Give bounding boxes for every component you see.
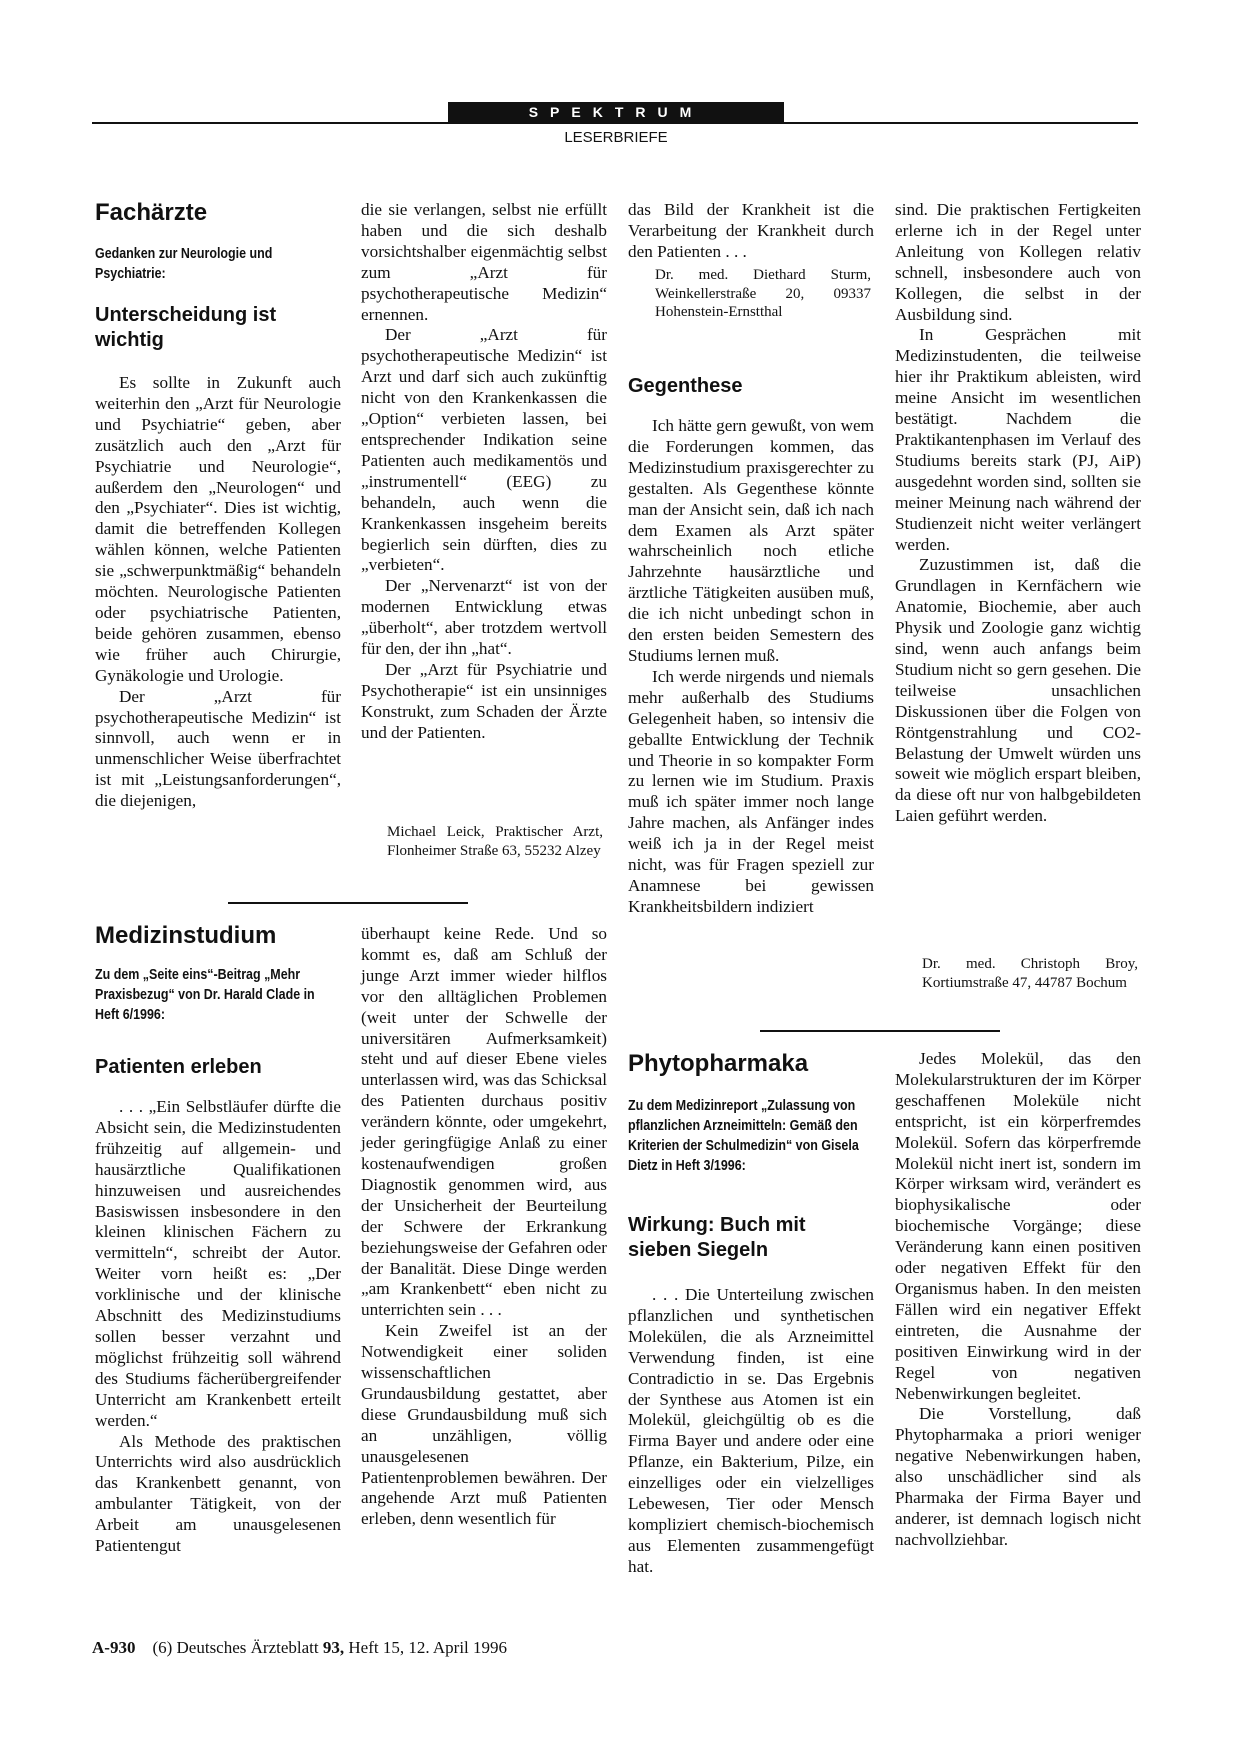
paragraph: Ich hätte gern gewußt, von wem die Forderungen kommen, das Medizinstudium praxisgerechter zu gestalten. Als Gegenthese könnte man der Ansicht sein, daß ich nach dem Examen als Arzt später wahrscheinlich noch etliche Jahrzehnte hausärztliche und ärztliche Tätigkeiten ausüben muß, die ich nicht unbedingt schon in den ersten beiden Semestern des Studiums lernen muß. [628,416,874,665]
column-4-top [895,200,1141,827]
issue-date: Heft 15, 12. April 1996 [348,1638,508,1657]
paragraph: Die Vorstellung, daß Phytopharmaka a priori weniger negative Nebenwirkungen haben, also unschädlicher sind als Pharmaka der Firma Bayer und anderer, ist demnach logisch nicht nachvollziehbar. [895,1404,1141,1549]
paragraph: In Gesprächen mit Medizinstudenten, die teilweise hier ihr Praktikum ableisten, wird meine Ansicht im wesentlichen bestätigt. Nachdem die Praktikantenphasen im Verlauf des Studiums bereits stark (PJ, AiP) ausgedehnt worden sind, sollten sie meiner Meinung nach während der Studienzeit nicht weiter verlängert werden. [895,325,1141,554]
article-title-fachaerzte: Fachärzte [95,199,208,226]
article-intro-phytopharmaka: Zu dem Medizinreport „Zulassung von pflanzlichen Arzneimitteln: Gemäß den Kriterien der Schulmedizin“ von Gisela Dietz in Heft 3/1996: [628,1098,859,1174]
journal-name: (6) Deutsches Ärzteblatt [152,1638,319,1657]
paragraph: . . . Die Unterteilung zwischen pflanzlichen und synthetischen Molekülen, die als Arzneimittel Verwendung finden, ist eine Contradictio in se. Das Ergebnis der Synthese aus Atomen ist ein Molekül, gleichgültig ob es die Firma Bayer und andere oder eine Pflanze, ein Bakterium, Pilze, ein einzelliges oder ein vielzelliges Lebewesen, Tier oder Mensch kompliziert chemisch-biochemisch aus Elementen zusammengefügt hat. [628,1285,874,1576]
paragraph: die sie verlangen, selbst nie erfüllt haben und die sich deshalb vorsichtshalber eigenmächtig selbst zum „Arzt für psychotherapeutische Medizin“ ernennen. [361,200,607,324]
article-subtitle-phytopharmaka: Wirkung: Buch mit sieben Siegeln [628,1214,806,1261]
subsection-label: LESERBRIEFE [564,129,668,146]
paragraph: Kein Zweifel ist an der Notwendigkeit einer soliden wissenschaftlichen Grundausbildung gestattet, aber diese Grundausbildung muß sich an unzähligen, völlig unausgelesenen Patientenproblemen bewähren. Der angehende Arzt muß Patienten erleben, denn wesentlich für [361,1321,607,1529]
signature-broy: Dr. med. Christoph Broy, Kortiumstraße 47, 44787 Bochum [922,956,1138,991]
page-number: A-930 [92,1638,136,1657]
header-rule [92,122,1138,124]
paragraph: das Bild der Krankheit ist die Verarbeitung der Krankheit durch den Patienten . . . [628,200,874,261]
signature-sturm: Dr. med. Diethard Sturm, Weinkellerstraße 20, 09337 Hohenstein-Ernstthal [655,267,871,320]
page-footer [92,1638,507,1658]
column-2-bottom [361,924,607,1530]
journal-volume: 93, [322,1638,345,1657]
column-1-bottom [95,1097,341,1557]
article-separator [228,902,468,904]
paragraph: überhaupt keine Rede. Und so kommt es, daß am Schluß der junge Arzt immer wieder hilflos vor den alltäglichen Problemen (weit unter der Schwelle der universitären Aufmerksamkeit) steht und auf dieser Ebene vieles unterlassen wird, was das Schicksal des Patienten durchaus positiv verändern könnte, oder umgekehrt, jeder geringfügige Anlaß zu einer kostenaufwendigen großen Diagnostik genommen wird, aus der Unsicherheit der Beurteilung der Schwere der Erkrankung beziehungsweise der Gefahren oder der Banalität. Diese Dinge werden „am Krankenbett“ eben nicht zu unterrichten sein . . . [361,924,607,1320]
article-subtitle-fachaerzte: Unterscheidung ist wichtig [95,304,277,351]
paragraph: Der „Nervenarzt“ ist von der modernen Entwicklung etwas „überholt“, aber trotzdem wertvoll für den, der ihn „hat“. [361,576,607,659]
paragraph: Zuzustimmen ist, daß die Grundlagen in Kernfächern wie Anatomie, Biochemie, aber auch Physik und Zoologie ganz wichtig sind, wenn auch anfangs beim Studium nicht so gern gesehen. Die teilweise unsachlichen Diskussionen über die Folgen von Röntgenstrahlung und CO2-Belastung der Umwelt würden uns soweit wie möglich erspart bleiben, da diese oft nur von halbgebildeten Laien geführt werden. [895,555,1141,826]
column-2-top [361,200,607,744]
article-subtitle-gegenthese: Gegenthese [628,375,743,397]
article-separator [760,1030,1000,1032]
paragraph: Als Methode des praktischen Unterrichts wird also ausdrücklich das Krankenbett genannt, von ambulanter Tätigkeit, von der Arbeit am unausgelesenen Patientengut [95,1431,341,1556]
column-1-top [95,373,341,812]
article-intro-medizinstudium: Zu dem „Seite eins“-Beitrag „Mehr Praxisbezug“ von Dr. Harald Clade in Heft 6/1996: [95,967,315,1023]
paragraph: sind. Die praktischen Fertigkeiten erlerne ich in der Regel unter Anleitung von Kollegen relativ schnell, insbesondere auch von Kollegen, die selbst in der Ausbildung sind. [895,200,1141,324]
paragraph: Der „Arzt für Psychiatrie und Psychotherapie“ ist ein unsinniges Konstrukt, zum Schaden der Ärzte und der Patienten. [361,659,607,742]
paragraph: Ich werde nirgends und niemals mehr außerhalb des Studiums Gelegenheit haben, so intensiv die geballte Entwicklung der Technik und Theorie in so kompakter Form zu lernen wie im Studium. Praxis muß ich später immer noch lange Jahre machen, als Anfänger indes weiß ich ja in der Regel meist nicht, was für Fragen speziell zur Anamnese bei gewissen Krankheitsbildern indiziert [628,666,874,916]
paragraph: Es sollte in Zukunft auch weiterhin den „Arzt für Neurologie und Psychiatrie“ geben, aber zusätzlich auch den „Arzt für Psychiatrie und Neurologie“, außerdem den „Neurologen“ und den „Psychiater“. Dies ist wichtig, damit die betreffenden Kollegen wählen können, welche Patienten sie „schwerpunktmäßig“ behandeln möchten. Neurologische Patienten oder psychiatrische Patienten, beide gehören zusammen, ebenso wie früher auch Chirurgie, Gynäkologie und Urologie. [95,373,341,685]
article-intro-fachaerzte: Gedanken zur Neurologie und Psychiatrie: [95,246,273,282]
paragraph: Der „Arzt für psychotherapeutische Medizin“ ist Arzt und darf sich auch zukünftig nicht von den Krankenkassen die „Option“ verbieten lassen, bei entsprechender Indikation seine Patienten auch medikamentös und „instrumentell“ (EEG) zu behandeln, auch wenn die Krankenkassen insgeheim bereits begierlich sein dürften, dies zu „verbieten“. [361,325,607,575]
article-title-phytopharmaka: Phytopharmaka [628,1050,809,1077]
section-banner: SPEKTRUM [448,102,784,122]
paragraph: . . . „Ein Selbstläufer dürfte die Absicht sein, die Medizinstudenten frühzeitig auf allgemein- und hausärztliche Qualifikationen hinzuweisen und ausreichendes Basiswissen insbesondere in den kleinen klinischen Fächern zu vermitteln“, schreibt der Autor. Weiter vorn heißt es: „Der vorklinische und der klinische Abschnitt des Medizinstudiums sollen besser verzahnt und möglichst frühzeitig soll während des Studiums fächerübergreifender Unterricht am Krankenbett erteilt werden.“ [95,1097,341,1430]
column-4-bottom [895,1049,1141,1551]
column-3-top [628,200,874,263]
article-subtitle-medizinstudium: Patienten erleben [95,1056,262,1078]
column-3-bottom [628,1285,874,1578]
column-3-mid [628,416,874,918]
paragraph: Der „Arzt für psychotherapeutische Medizin“ ist sinnvoll, auch wenn er in unmenschlicher Weise überfrachtet ist mit „Leistungsanforderungen“, die diejenigen, [95,686,341,811]
paragraph: Jedes Molekül, das den Molekularstrukturen der im Körper geschaffenen Moleküle nicht entspricht, ist ein körperfremdes Molekül. Sofern das körperfremde Molekül nicht inert ist, sondern im Körper wirksam wird, verändert es biophysikalische oder biochemische Vorgänge; diese Veränderung kann einen positiven oder negativen Effekt für den Organismus haben. In den meisten Fällen wird ein negativer Effekt eintreten, die Ausnahme der positiven Einwirkung wird in der Regel von negativen Nebenwirkungen begleitet. [895,1049,1141,1403]
signature-leick: Michael Leick, Praktischer Arzt, Flonheimer Straße 63, 55232 Alzey [387,824,603,859]
article-title-medizinstudium: Medizinstudium [95,922,277,949]
